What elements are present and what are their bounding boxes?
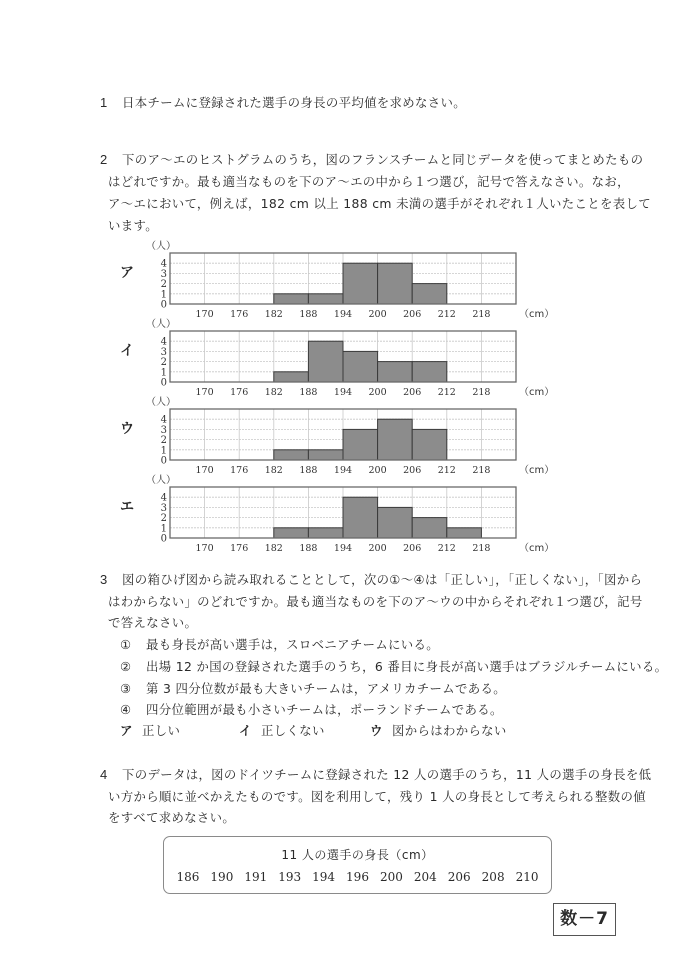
histogram-bar [412, 362, 447, 382]
y-axis-unit-label: （人） [146, 397, 176, 408]
choice-symbol: ウ [370, 723, 383, 738]
y-tick-label: 1 [160, 367, 167, 379]
statement-text: 第 3 四分位数が最も大きいチームは，アメリカチームである。 [146, 681, 506, 696]
y-tick-label: 1 [160, 445, 167, 457]
y-tick-label: 3 [160, 268, 167, 280]
histogram-bar [378, 507, 413, 538]
question-4-line: い方から順に並べかえたものです。図を利用して，残り 1 人の身長として考えられる整数の値 [108, 789, 646, 804]
x-axis-unit-label: （cm） [519, 387, 555, 398]
data-values [164, 870, 551, 884]
x-tick-label: 212 [437, 543, 456, 554]
choice-text: 正しい [142, 723, 181, 738]
x-tick-label: 170 [195, 465, 214, 476]
statement-item [120, 659, 667, 675]
x-tick-label: 176 [230, 465, 249, 476]
question-4-line: 下のデータは，図のドイツチームに登録された 12 人の選手のうち，11 人の選手の身長を低 [122, 767, 652, 782]
y-tick-label: 0 [160, 533, 167, 545]
choice-text: 図からはわからない [392, 723, 507, 738]
question-2-number: 2 [100, 152, 108, 167]
choice-symbol: ア [120, 723, 133, 738]
height-value: 204 [413, 870, 437, 884]
histogram-bar [343, 263, 378, 304]
y-tick-label: 3 [160, 346, 167, 358]
x-tick-label: 218 [472, 465, 491, 476]
height-value: 191 [244, 870, 268, 884]
x-tick-label: 212 [437, 465, 456, 476]
statement-item [120, 702, 503, 718]
x-tick-label: 194 [333, 387, 353, 398]
choice-a [120, 723, 180, 739]
y-tick-label: 2 [160, 513, 167, 525]
histogram-bar [412, 518, 447, 538]
x-tick-label: 218 [472, 387, 491, 398]
x-tick-label: 176 [230, 543, 249, 554]
histogram-bar [378, 263, 413, 304]
histogram-bar [274, 372, 309, 382]
histogram-bar [308, 294, 343, 304]
height-value: 190 [210, 870, 234, 884]
histogram-bar [378, 362, 413, 382]
question-3-number: 3 [100, 572, 108, 587]
x-tick-label: 206 [403, 309, 422, 320]
x-tick-label: 182 [264, 309, 283, 320]
y-axis-unit-label: （人） [146, 475, 176, 486]
height-value: 210 [515, 870, 539, 884]
choice-i [239, 723, 325, 739]
x-tick-label: 194 [333, 465, 353, 476]
histogram-bar [343, 429, 378, 460]
histogram-bar [378, 419, 413, 460]
x-tick-label: 194 [333, 309, 353, 320]
y-tick-label: 1 [160, 289, 167, 301]
histogram-e [110, 470, 555, 554]
statement-item [120, 681, 506, 697]
statement-text: 出場 12 か国の登録された選手のうち，6 番目に身長が高い選手はブラジルチームにいる。 [146, 659, 668, 674]
y-tick-label: 4 [160, 336, 167, 348]
x-tick-label: 212 [437, 309, 456, 320]
y-tick-label: 3 [160, 502, 167, 514]
x-axis-unit-label: （cm） [519, 543, 555, 554]
x-tick-label: 200 [368, 309, 387, 320]
x-tick-label: 188 [299, 465, 318, 476]
y-axis-unit-label: （人） [146, 319, 176, 330]
x-tick-label: 170 [195, 543, 214, 554]
page-number: 数－7 [553, 903, 616, 936]
x-tick-label: 188 [299, 309, 318, 320]
choice-text: 正しくない [261, 723, 325, 738]
x-tick-label: 218 [472, 543, 491, 554]
y-tick-label: 0 [160, 455, 167, 467]
histogram-bar [412, 284, 447, 304]
y-tick-label: 4 [160, 414, 167, 426]
data-box [163, 836, 552, 894]
question-2-line: はどれですか。最も適当なものを下のア～エの中から１つ選び，記号で答えなさい。なお， [108, 174, 630, 189]
histogram-label: イ [120, 343, 134, 359]
x-tick-label: 182 [264, 465, 283, 476]
y-tick-label: 0 [160, 299, 167, 311]
histogram-bar [447, 528, 482, 538]
question-3-line: はわからない」のどれですか。最も適当なものを下のア～ウの中からそれぞれ１つ選び，記号 [108, 594, 643, 609]
histogram-svg [110, 236, 555, 326]
statement-mark: ③ [120, 681, 132, 696]
x-tick-label: 218 [472, 309, 491, 320]
x-tick-label: 200 [368, 465, 387, 476]
height-value: 208 [481, 870, 505, 884]
y-tick-label: 4 [160, 258, 167, 270]
histogram-label: ア [120, 265, 134, 281]
statement-mark: ① [120, 637, 132, 652]
x-tick-label: 188 [299, 387, 318, 398]
statement-item [120, 637, 439, 653]
histogram-svg [110, 470, 555, 560]
height-value: 193 [278, 870, 302, 884]
histogram-svg [110, 314, 555, 404]
choice-symbol: イ [239, 723, 252, 738]
histogram-u [110, 392, 555, 476]
x-tick-label: 182 [264, 543, 283, 554]
x-tick-label: 206 [403, 465, 422, 476]
statement-text: 四分位範囲が最も小さいチームは，ポーランドチームである。 [146, 702, 503, 717]
x-axis-unit-label: （cm） [519, 309, 555, 320]
x-tick-label: 200 [368, 387, 387, 398]
x-tick-label: 212 [437, 387, 456, 398]
statement-mark: ④ [120, 702, 132, 717]
y-tick-label: 4 [160, 492, 167, 504]
histogram-bar [308, 341, 343, 382]
choice-u [370, 723, 507, 739]
question-2-line: います。 [108, 218, 158, 233]
x-tick-label: 200 [368, 543, 387, 554]
x-tick-label: 206 [403, 387, 422, 398]
histogram-bar [274, 450, 309, 460]
x-tick-label: 176 [230, 309, 249, 320]
x-tick-label: 170 [195, 309, 214, 320]
question-3-line: 図の箱ひげ図から読み取れることとして，次の①～④は「正しい」，「正しくない」，「図から [122, 572, 643, 587]
question-1-text: 日本チームに登録された選手の身長の平均値を求めなさい。 [122, 95, 466, 110]
y-axis-unit-label: （人） [146, 241, 176, 252]
histogram-bar [343, 497, 378, 538]
y-tick-label: 2 [160, 357, 167, 369]
question-1-number: 1 [100, 95, 108, 110]
x-tick-label: 176 [230, 387, 249, 398]
histogram-label: エ [120, 499, 134, 515]
histogram-bar [412, 429, 447, 460]
x-tick-label: 194 [333, 543, 353, 554]
question-4-line: をすべて求めなさい。 [108, 810, 236, 825]
histogram-bar [308, 450, 343, 460]
statement-mark: ② [120, 659, 132, 674]
question-2-line: 下のア～エのヒストグラムのうち，図のフランスチームと同じデータを使ってまとめたもの [122, 152, 644, 167]
statement-text: 最も身長が高い選手は，スロベニアチームにいる。 [146, 637, 440, 652]
histogram-bar [274, 294, 309, 304]
y-tick-label: 3 [160, 424, 167, 436]
histogram-a [110, 236, 555, 320]
y-tick-label: 0 [160, 377, 167, 389]
question-4-number: 4 [100, 767, 108, 782]
x-tick-label: 182 [264, 387, 283, 398]
histogram-bar [274, 528, 309, 538]
height-value: 200 [379, 870, 403, 884]
histogram-bar [308, 528, 343, 538]
y-tick-label: 2 [160, 279, 167, 291]
y-tick-label: 2 [160, 435, 167, 447]
x-tick-label: 188 [299, 543, 318, 554]
histogram-svg [110, 392, 555, 482]
histogram-i [110, 314, 555, 398]
question-3-line: で答えなさい。 [108, 615, 198, 630]
height-value: 206 [447, 870, 471, 884]
height-value: 194 [312, 870, 336, 884]
histogram-bar [343, 351, 378, 382]
height-value: 196 [346, 870, 369, 884]
data-box-title: 11 人の選手の身長（cm） [281, 848, 434, 862]
x-tick-label: 170 [195, 387, 214, 398]
question-2-line: ア～エにおいて，例えば，182 cm 以上 188 cm 未満の選手がそれぞれ１人いたことを表して [108, 196, 651, 211]
y-tick-label: 1 [160, 523, 167, 535]
x-axis-unit-label: （cm） [519, 465, 555, 476]
height-value: 186 [176, 870, 200, 884]
x-tick-label: 206 [403, 543, 422, 554]
histogram-label: ウ [120, 421, 134, 437]
